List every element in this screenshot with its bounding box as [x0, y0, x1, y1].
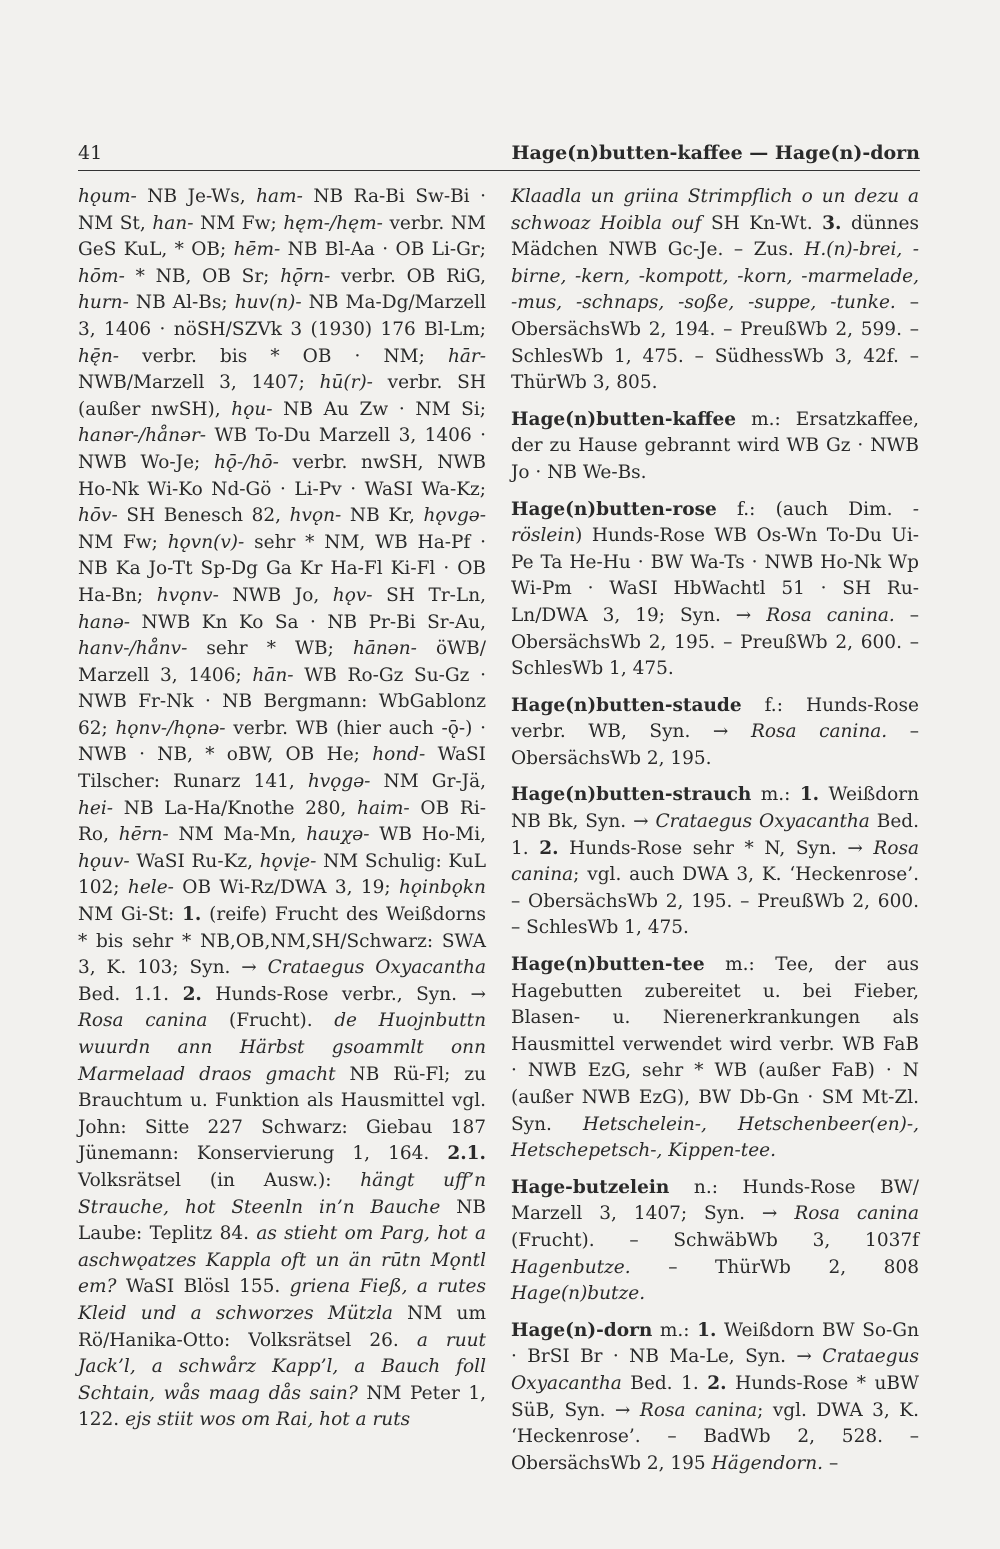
entry-body: n.: Hunds-Rose BW/ Marzell 3, 1407; Syn. → Rosa canina (Frucht). – SchwäbWb 3, 1037f Hagenbutze. – ThürWb 2, 808 Hage(n)butze. [511, 1176, 920, 1305]
entry-continuation: hǫum- NB Je-Ws, ham- NB Ra-Bi Sw-Bi · NM St, han- NM Fw; hęm-/hęm- verbr. NM GeS KuL, * OB; hēm- NB Bl-Aa · OB Li-Gr; hōm- * NB, OB Sr; hǭrn- verbr. OB RiG, hurn- NB Al-Bs; huv(n)- NB Ma-Dg/Marzell 3, 1406 · nöSH/SZVk 3 (1930) 176 Bl-Lm; hę̄n- verbr. bis * OB · NM; hār- NWB/Marzell 3, 1407; hū(r)- verbr. SH (außer nwSH), hǫu- NB Au Zw · NM Si; hanər-/hånər- WB To-Du Marzell 3, 1406 · NWB Wo-Je; hǭ-/hō- verbr. nwSH, NWB Ho-Nk Wi-Ko Nd-Gö · Li-Pv · WaSI Wa-Kz; hōv- SH Benesch 82, hvǫn- NB Kr, hǫvgə- NM Fw; hǫvn(v)- sehr * NM, WB Ha-Pf · NB Ka Jo-Tt Sp-Dg Ga Kr Ha-Fl Ki-Fl · OB Ha-Bn; hvǫnv- NWB Jo, hǫv- SH Tr-Ln, hanə- NWB Kn Ko Sa · NB Pr-Bi Sr-Au, hanv-/hånv- sehr * WB; hānən- öWB/ Marzell 3, 1406; hān- WB Ro-Gz Su-Gz · NWB Fr-Nk · NB Bergmann: WbGablonz 62; hǫnv-/hǫnə- verbr. WB (hier auch -ǭ-) · NWB · NB, * oBW, OB He; hond- WaSI Tilscher: Runarz 141, hvǫgə- NM Gr-Jä, hei- NB La-Ha/Knothe 280, haim- OB Ri-Ro, hērn- NM Ma-Mn, hauχə- WB Ho-Mi, hǫuv- WaSI Ru-Kz, hǫvįe- NM Schulig: KuL 102; hele- OB Wi-Rz/DWA 3, 19; hǫinbǫkn NM Gi-St: 1. (reife) Frucht des Weißdorns * bis sehr * NB,OB,NM,SH/Schwarz: SWA 3, K. 103; Syn. → Crataegus Oxyacantha Bed. 1.1. 2. Hunds-Rose verbr., Syn. → Rosa canina (Frucht). de Huojnbuttn wuurdn ann Härbst gsoammlt onn Marmelaad draos gmacht NB Rü-Fl; zu Brauchtum u. Funktion als Hausmittel vgl. John: Sitte 227 Schwarz: Giebau 187 Jünemann: Konservierung 1, 164. 2.1. Volksrätsel (in Ausw.): hängt uff’n Strauche, hot Steenln in’n Bauche NB Laube: Teplitz 84. as stieht om Parg, hot a aschwǫatzes Kappla oft un än rūtn Mǫntl em? WaSI Blösl 155. griena Fieß, a rutes Kleid und a schworzes Mützla NM um Rö/Hanika-Otto: Volksrätsel 26. a ruut Jack’l, a schwårz Kapp’l, a Bauch foll Schtain, wås maag dås sain? NM Peter 1, 122. ejs stiit wos om Rai, hot a ruts [78, 186, 487, 1431]
entry-body: m.: 1. Weißdorn BW So-Gn · BrSI Br · NB Ma-Le, Syn. → Crataegus Oxyacantha Bed. 1. 2. Hunds-Rose * uBW SüB, Syn. → Rosa canina; vgl. DWA 3, K. ‘Heckenrose’. – BadWb 2, 528. – ObersächsWb 2, 195 Hägendorn. – [511, 1319, 919, 1474]
dictionary-entry [511, 693, 919, 773]
dictionary-entry [511, 1175, 919, 1308]
entry-headword: Hage(n)butten-kaffee [511, 408, 737, 430]
dictionary-entry [511, 952, 919, 1165]
page-number: 41 [78, 142, 103, 164]
entry-headword: Hage-butzelein [511, 1176, 670, 1198]
left-column [78, 184, 486, 1434]
entry-body: m.: 1. Weißdorn NB Bk, Syn. → Crataegus Oxyacantha Bed. 1. 2. Hunds-Rose sehr * N, Syn. → Rosa canina; vgl. auch DWA 3, K. ‘Heckenrose’. – ObersächsWb 2, 195. – PreußWb 2, 600. – SchlesWb 1, 475. [511, 784, 919, 939]
entry-headword: Hage(n)butten-strauch [511, 784, 752, 806]
dictionary-entry [511, 497, 919, 683]
entry-body: m.: Tee, der aus Hagebutten zubereitet u. bei Fieber, Blasen- u. Nierenerkrankungen als Hausmittel verwendet wird verbr. WB FaB · NWB EzG, sehr * WB (außer FaB) · N (außer NWB EzG), BW Db-Gn · SM Mt-Zl. Syn. Hetschelein-, Hetschenbeer(en)-, Hetschepetsch-, Kippen-tee. [511, 954, 919, 1162]
dictionary-entry [511, 782, 919, 942]
entry-list [511, 407, 919, 1478]
dictionary-entry [511, 407, 919, 487]
entry-body: f.: (auch Dim. -röslein) Hunds-Rose WB Os-Wn To-Du Ui-Pe Ta He-Hu · BW Wa-Ts · NWB Ho-Nk Wp Wi-Pm · WaSI HbWachtl 51 · SH Ru-Ln/DWA 3, 19; Syn. → Rosa canina. – ObersächsWb 2, 195. – PreußWb 2, 600. – SchlesWb 1, 475. [511, 498, 919, 680]
entry-body: m.: Ersatzkaffee, der zu Hause gebrannt wird WB Gz · NWB Jo · NB We-Bs. [511, 408, 919, 483]
entry-headword: Hage(n)butten-rose [511, 498, 717, 520]
entry-headword: Hage(n)-dorn [511, 1319, 653, 1341]
entry-continuation-right: Klaadla un griina Strimpflich o un dezu a schwoaz Hoibla ouf SH Kn-Wt. 3. dünnes Mädchen NWB Gc-Je. – Zus. H.(n)-brei, -birne, -kern, -kompott, -korn, -marmelade, -mus, -schnaps, -soße, -suppe, -tunke. – ObersächsWb 2, 194. – PreußWb 2, 599. – SchlesWb 1, 475. – SüdhessWb 3, 42f. – ThürWb 3, 805. [511, 186, 920, 394]
entry-body: f.: Hunds-Rose verbr. WB, Syn. → Rosa canina. – ObersächsWb 2, 195. [511, 694, 919, 769]
dictionary-entry [511, 1318, 919, 1478]
entry-headword: Hage(n)butten-staude [511, 694, 742, 716]
running-head: Hage(n)butten-kaffee — Hage(n)-dorn [511, 142, 920, 164]
entry-headword: Hage(n)butten-tee [511, 954, 705, 976]
page-header [78, 136, 920, 171]
right-column [511, 184, 919, 1477]
